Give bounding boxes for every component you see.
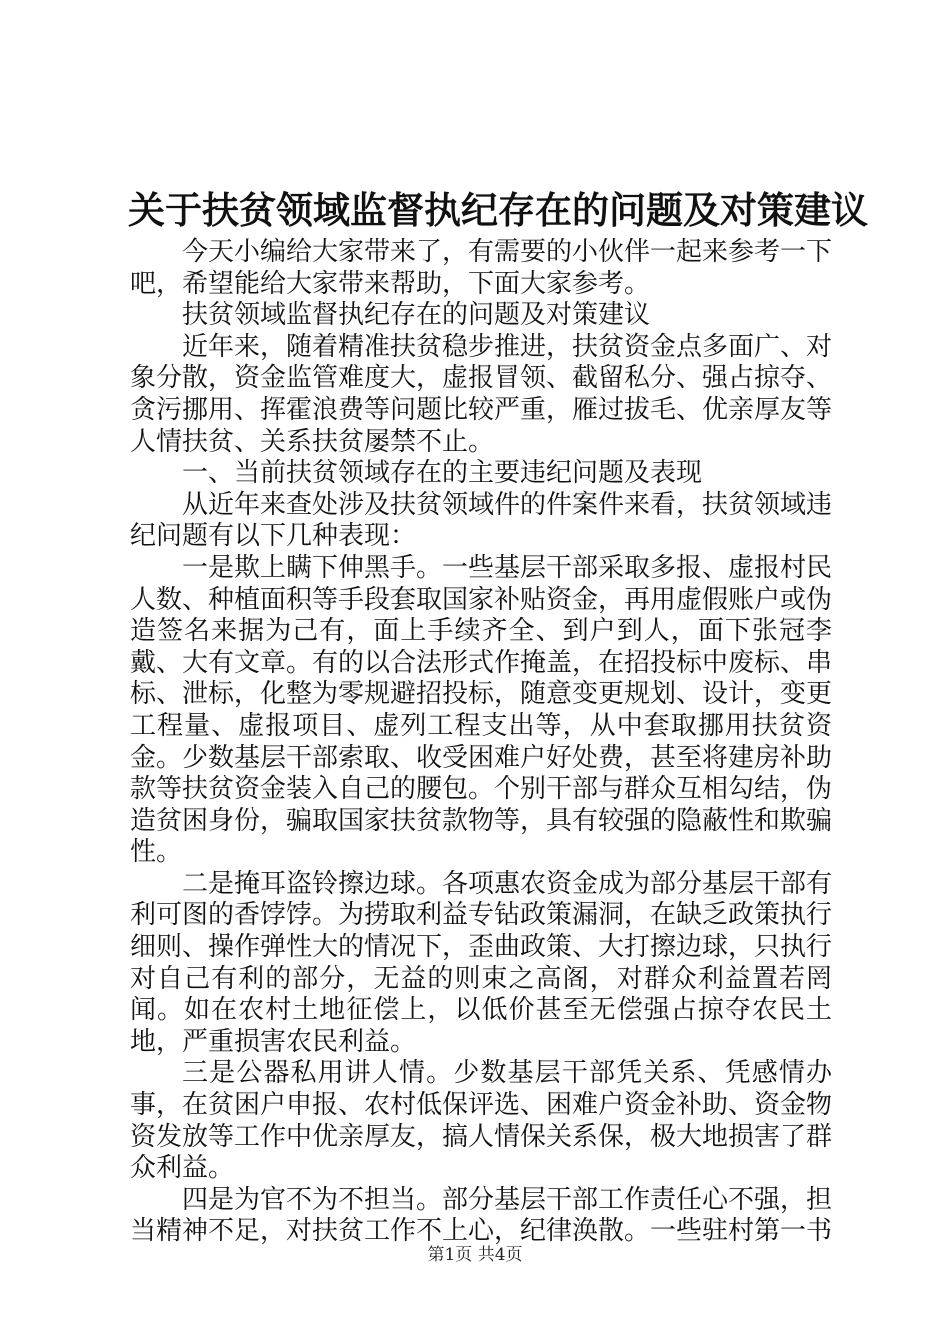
paragraph-point-2: 二是掩耳盗铃擦边球。各项惠农资金成为部分基层干部有利可图的香饽饽。为捞取利益专钻政策漏洞，在缺乏政策执行细则、操作弹性大的情况下，歪曲政策、大打擦边球，只执行对自己有利的部分，无益的则束之高阁，对群众利益置若罔闻。如在农村土地征偿上，以低价甚至无偿强占掠夺农民土地，严重损害农民利益。 — [130, 868, 833, 1057]
paragraph-background: 近年来，随着精准扶贫稳步推进，扶贫资金点多面广、对象分散，资金监管难度大，虚报冒领、截留私分、强占掠夺、贪污挪用、挥霍浪费等问题比较严重，雁过拔毛、优亲厚友等人情扶贫、关系扶贫屡禁不止。 — [130, 331, 833, 457]
document-title: 关于扶贫领域监督执纪存在的问题及对策建议 — [128, 188, 868, 232]
document-body — [130, 237, 832, 1248]
paragraph-point-4: 四是为官不为不担当。部分基层干部工作责任心不强，担当精神不足，对扶贫工作不上心，纪律涣散。一些驻村第一书 — [130, 1184, 833, 1247]
paragraph-point-1: 一是欺上瞒下伸黑手。一些基层干部采取多报、虚报村民人数、种植面积等手段套取国家补贴资金，再用虚假账户或伪造签名来据为己有，面上手续齐全、到户到人，面下张冠李戴、大有文章。有的以合法形式作掩盖，在招投标中废标、串标、泄标，化整为零规避招投标，随意变更规划、设计，变更工程量、虚报项目、虚列工程支出等，从中套取挪用扶贫资金。少数基层干部索取、收受困难户好处费，甚至将建房补助款等扶贫资金装入自己的腰包。个别干部与群众互相勾结，伪造贫困身份，骗取国家扶贫款物等，具有较强的隐蔽性和欺骗性。 — [130, 552, 833, 868]
page-footer: 第1页 共4页 — [427, 1245, 523, 1265]
paragraph-intro: 今天小编给大家带来了，有需要的小伙伴一起来参考一下吧，希望能给大家带来帮助，下面大家参考。 — [130, 237, 833, 299]
section-heading-1: 一、当前扶贫领域存在的主要违纪问题及表现 — [182, 458, 703, 489]
paragraph-point-3: 三是公器私用讲人情。少数基层干部凭关系、凭感情办事，在贫困户申报、农村低保评选、困难户资金补助、资金物资发放等工作中优亲厚友，搞人情保关系保，极大地损害了群众利益。 — [130, 1058, 833, 1184]
paragraph-subtitle: 扶贫领域监督执纪存在的问题及对策建议 — [182, 300, 651, 331]
paragraph-overview: 从近年来查处涉及扶贫领域件的件案件来看，扶贫领域违纪问题有以下几种表现： — [130, 489, 833, 552]
